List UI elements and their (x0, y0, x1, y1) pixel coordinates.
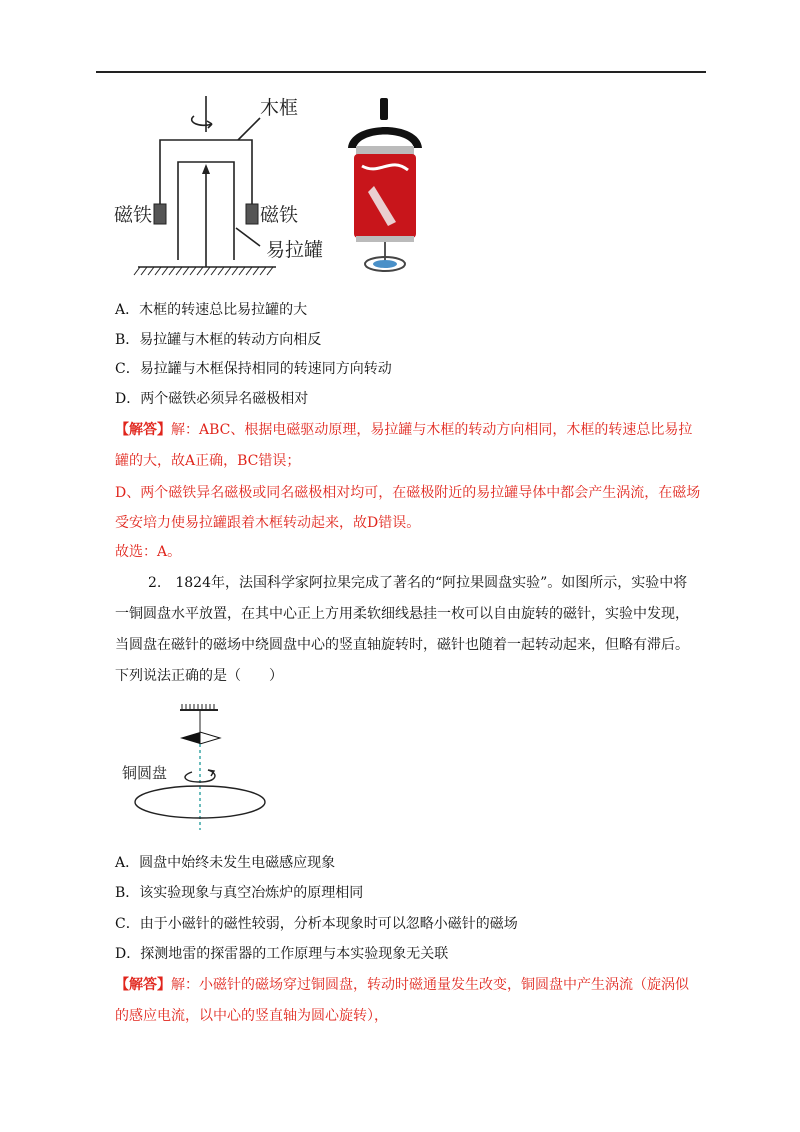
can-label: 易拉罐 (266, 239, 324, 261)
magnetic-needle-south (200, 732, 220, 744)
right-magnet (246, 204, 258, 224)
q2-stem-line-1: 2. 1824年，法国科学家阿拉果完成了著名的“阿拉果圆盘实验”。如图所示，实验中将 (148, 575, 688, 591)
q1-option-d: D．两个磁铁必须异名磁极相对 (115, 391, 309, 407)
left-magnet-label: 磁铁 (114, 204, 153, 226)
q1-option-b: B．易拉罐与木框的转动方向相反 (115, 332, 322, 348)
copper-disk-label: 铜圆盘 (122, 764, 168, 782)
q1-option-a: A．木框的转速总比易拉罐的大 (115, 302, 308, 318)
left-magnet (154, 204, 166, 224)
q1-answer-line-1: 【解答】解：ABC、根据电磁驱动原理，易拉罐与木框的转动方向相同，木框的转速总比易拉 (115, 422, 693, 438)
q2-option-b: B．该实验现象与真空冶炼炉的原理相同 (115, 885, 364, 901)
q2-stem-line-2: 一铜圆盘水平放置，在其中心正上方用柔软细线悬挂一枚可以自由旋转的磁针，实验中发现， (115, 606, 689, 622)
right-magnet-label: 磁铁 (260, 204, 299, 226)
q1-conclusion: 故选：A。 (115, 544, 182, 560)
header-rule (96, 71, 706, 73)
wood-frame-label: 木框 (260, 97, 299, 119)
q2-answer-line-2: 的感应电流，以中心的竖直轴为圆心旋转）， (115, 1008, 388, 1024)
q2-option-c: C．由于小磁针的磁性较弱，分析本现象时可以忽略小磁针的磁场 (115, 916, 518, 932)
q2-answer-line-1: 【解答】解：小磁针的磁场穿过铜圆盘，转动时磁通量发生改变，铜圆盘中产生涡流（旋涡似 (115, 977, 689, 993)
q1-answer-line-3: D、两个磁铁异名磁极或同名磁极相对均可，在磁极附近的易拉罐导体中都会产生涡流，在磁场 (115, 485, 701, 501)
q1-option-c: C．易拉罐与木框保持相同的转速同方向转动 (115, 361, 392, 377)
q2-option-a: A．圆盘中始终未发生电磁感应现象 (115, 855, 336, 871)
q1-answer-line-4: 受安培力使易拉罐跟着木框转动起来，故D错误。 (115, 515, 421, 531)
q1-answer-line-2: 罐的大，故A正确，BC错误； (115, 453, 301, 469)
q2-option-d: D．探测地雷的探雷器的工作原理与本实验现象无关联 (115, 946, 449, 962)
q2-stem-line-3: 当圆盘在磁针的磁场中绕圆盘中心的竖直轴旋转时，磁针也随着一起转动起来，但略有滞后。 (115, 637, 689, 653)
q2-stem-line-4: 下列说法正确的是（ ） (115, 668, 283, 684)
arago-disk-figure (120, 702, 290, 832)
can-photo-illustration (340, 96, 430, 278)
copper-disk (135, 786, 265, 818)
magnetic-needle-north (180, 732, 200, 744)
